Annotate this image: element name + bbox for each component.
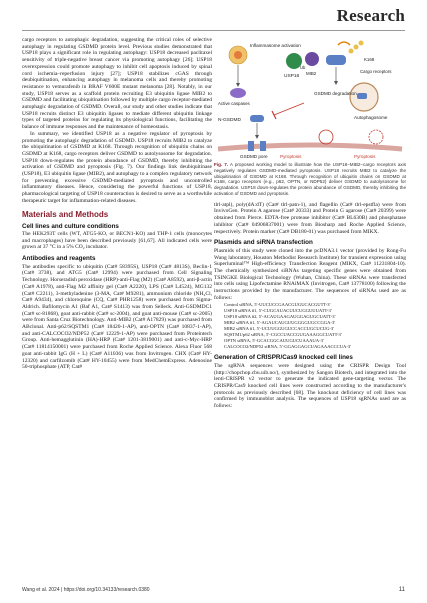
sirna-item: MIB2 siRNA #1, 5′-AGAUCAUGUUGGGGUGCCGGA-3′	[224, 320, 336, 326]
cell-membrane	[218, 145, 402, 149]
plasmids-text: Plasmids of this study were cloned into the pcDNA3.1 vector (provided by Rong-Fu Wang laboratory, Houston Methodist Research Institute) for transient expression using Superluminal™ High-efficiency Transfection Reagent (MIKX, Cat# 11231804-10). The chemically synthesized siRNAs targeting specific genes were obtained from TSINGKE Biological Technology (Wuhan, China). These siRNAs were transfected into cells using Lipofectamine RNAiMAX (Invitrogen, Cat# 13778100) following the instructions provided by the manufacturer. The sequences of siRNAs used are as follows:	[214, 247, 406, 301]
header-divider	[22, 30, 405, 31]
label-cargo-receptors: Cargo receptors	[360, 69, 392, 74]
right-column	[214, 37, 406, 410]
label-gsdmd-degradation: GSDMD degradation	[314, 91, 357, 96]
label-pyroptosis-1: Pyroptosis	[280, 154, 302, 159]
subsection-title-antibodies: Antibodies and reagents	[22, 255, 96, 263]
sirna-item: OPTN siRNA, 5′-GCACGGCAUUGUCUAAAUA-3′	[224, 338, 324, 344]
reagents-continued-text: tlrl-atpl), poly(dA:dT) (Cat# tlrl-patn-1), and flagellin (Cat# tlrl-epstfla) were from InvivoGen. Protein A agarose (Cat# 20333) and Protein G agarose (Cat# 20399) were obtained from Pierce. EDTA-free protease inhibitor (Cat# BL630B) and phosphatase inhibitor (Cat# 04906837001) were from Biosharp and Roche Applied Science, respectively. Protein marker (Cat# DB180-01) was purchased from MIKX.	[214, 201, 406, 235]
sirna-item: SQSTM1/p62 siRNA, 5′-CGCCUACCGUGAAAGGCUATT-3′	[224, 332, 342, 338]
mib2-icon	[305, 52, 319, 66]
label-gsdmd-pore: GSDMD pore	[240, 154, 268, 159]
label-inflammasome: Inflammasome activation	[250, 43, 301, 48]
subsection-title-plasmids: Plasmids and siRNA transfection	[214, 239, 313, 247]
subsection-title-cell-lines: Cell lines and culture conditions	[22, 222, 119, 230]
n-gsdmd-icon	[250, 115, 264, 122]
pore-wall-icon	[260, 141, 266, 151]
sirna-item: MIB2 siRNA #1, 5′-UCUUGGUGUCCACCUGCUCUG-3′	[224, 326, 335, 332]
sirna-item: USP18 siRNA #1, 5′-CUGCAUACUUCUGGUUUATT-3′	[224, 308, 332, 314]
label-usp18: USP18	[284, 74, 300, 79]
pyroptotic-cell-icon	[319, 130, 333, 144]
inflammasome-core-icon	[234, 51, 242, 59]
arrowhead-pore-icon	[255, 135, 259, 139]
crispr-text: The sgRNA sequences were designed using the CRISPR Design Tool (http://chopchop.cbu.uib.no/), synthesized by Sangon Biotech, and integrated into the lenti-CRISPR v2 vector to generate the indicated gene-targeting vector. The CRISPR/Cas9 knocked cell lines were constructed according to the manufacturer's protocols as previously described [68]. The knockout deficiency of cell lines was confirmed by immunoblot analysis. The sequences of USP18 sgRNAs used are as follows:	[214, 362, 406, 410]
discussion-paragraph-1: cargo receptors to autophagic degradation, suggesting the critical roles of selective autophagy in regulating GSDMD protein level. Previous studies demonstrated that USP18 plays a significant role in regulating autophagy: USP18 decreased paclitaxel sensitivity of triple-negative breast cancer via promoting autophagy [26]; USP18 overexpression could promote autophagy to inhibit cell apoptosis induced by spinal cord ischemia–reperfusion injury [27]; USP18 stabilizes cGAS through deubiquitination, enhancing autophagy in melanoma cells and thereby promoting resistance to vemurafenib in BRAF V600E mutant melanoma [28]. Notably, in our study, USP18 serves as a scaffold protein recruiting E3 ubiquitin ligase MIB2 to GSDMD and facilitating ubiquitination followed by multiple cargo receptor-mediated autophagic degradation of GSDMD. Overall, our study and other studies indicate that USP18 recruits distinct E3 ubiquitin ligases to mediate different ubiquitin linkage types of targeted proteins for regulating its physiological functions, facilitating the balance of immune responses and the maintenance of homeostasis.	[22, 37, 212, 131]
pore-wall-icon	[248, 141, 254, 151]
gsdmd-protein-icon	[326, 55, 346, 65]
ubiquitin-icon	[359, 41, 364, 46]
label-mib2: MIB2	[306, 71, 317, 76]
journal-title: Research	[336, 6, 405, 25]
caption-text: A proposed working model to illustrate how the USP18–MIB2–cargo receptors axis negatively regulates GSDMD-mediated pyroptosis. USP18 recruits MIB2 to catalyze the ubiquitination of GSDMD at K168. Through recognition of ubiquitin chains on GSDMD at K168, cargo receptors (e.g., p62, OPTN, or NDP52) deliver GSDMD to autolysosome for degradation. USP18 down-regulates the protein abundance of GSDMD, thereby inhibiting the activation of GSDMD and pyroptosis.	[214, 162, 406, 196]
page-number: 11	[398, 587, 405, 593]
cell-lines-text: The HEK293T cells (WT, ATG5-KO, or BECN1-KO) and THP-1 cells (monocytes and macrophages) have been described previously [61,67]. All indicated cells were grown at 37 °C in a 5% CO₂ incubator.	[22, 231, 212, 251]
sirna-sequence-list	[224, 302, 406, 350]
section-title-methods: Materials and Methods	[22, 209, 109, 219]
caption-label: Fig. 7.	[214, 162, 229, 167]
figure-caption	[214, 162, 406, 197]
caspase-icon	[230, 88, 246, 98]
left-column	[22, 37, 212, 371]
arrowhead-caspases-icon	[236, 83, 240, 87]
label-active-caspases: Active caspases	[218, 101, 250, 106]
sirna-item: CALCOCO2/NDP52 siRNA, 5′-GGAGGAGCUAGAAACCCUA-3′	[224, 344, 352, 350]
summary-paragraph: In summary, we identified USP18 as a negative regulator of pyroptosis by promoting the autophagic degradation of GSDMD. USP18 recruits MIB2 to catalyze the ubiquitination of GSDMD at K168. Through recognition of ubiquitin chains on GSDMD at K168, cargo receptors deliver GSDMD to autolysosome for degradation. USP18 down-regulates the protein abundance of GSDMD, thereby inhibiting the activation of GSDMD and pyroptosis (Fig. 7). Our findings link deubiquitinase (USP18), E3 ubiquitin ligase (MIB2), and autophagy to a complex regulatory network for preventing excessive GSDMD-mediated pyroptosis and uncontrolled inflammatory diseases. Hence, considering the powerful functions of USP18, pharmacological targeting of USP18 counteraction is desired to serve as a worthwhile therapeutic target for inflammation-related diseases.	[22, 130, 212, 204]
label-n-gsdmd: N-GSDMD	[218, 118, 241, 123]
ubiquitin-icon	[349, 49, 354, 54]
pyroptosis-model-svg	[214, 37, 406, 159]
label-pyroptosis-2: Pyroptosis	[354, 154, 376, 159]
inhibition-bar-icon	[272, 111, 276, 119]
label-k168: K168	[364, 57, 375, 62]
figure-7-diagram	[214, 37, 406, 159]
label-ub: Ub	[300, 65, 306, 70]
gsdmd-cargo-icon	[357, 93, 367, 99]
inhibition-line	[274, 103, 304, 115]
sirna-item: USP18 siRNA #2, 5′-ACAUGAAGAUGGAGUGCUATT-3′	[224, 314, 336, 320]
page-footer	[22, 587, 405, 597]
cargo-receptor-icon	[338, 42, 350, 45]
page-header	[0, 0, 427, 30]
subsection-title-crispr: Generation of CRISPR/Cas9 knocked cell lines	[214, 354, 353, 362]
sirna-item: Control siRNA, 5′-UUCUCCGAACGUGUCACGUTT-3′	[224, 302, 331, 308]
footer-citation[interactable]: Wang et al. 2024 | https://doi.org/10.34133/research.0380	[22, 587, 150, 593]
arrowhead-autophagosome-icon	[334, 81, 338, 85]
label-autophagosome: Autophagosome	[354, 115, 388, 120]
antibodies-text: The antibodies specific to ubiquitin (Cat# 58395S), USP18 (Cat# 4813S), Beclin-1 (Cat# 3738), and ATG5 (Cat# 12994) were purchased from Cell Signaling Technology. Horseradish peroxidase (HRP)-anti-Flag (M2) (Cat# A8592), anti-β-actin (Cat# A1978), anti-Flag M2 affinity gel (Cat# A2220), LPS (Cat# L4524), MG132 (Cat# C2211), 3-methyladenine (3-MA, Cat# M9281), ammonium chloride (NH₄Cl, Cat# A9434), and chloroquine (CQ, Cat# PHR1258) were purchased from Sigma-Aldrich. Bafilomycin A1 (Baf A1, Cat# S1413) was from Selleck. Anti-GSDMDC1 (Cat# sc-81868), goat anti-rabbit (Cat# sc-2004), and goat anti-mouse (Cat# sc-2005) were from Santa Cruz Biotechnology. Anti-MIB2 (Cat# A17829) was purchased from ABclonal. Anti-p62/SQSTM1 (Cat# 18420-1-AP), anti-OPTN (Cat# 10837-1-AP), and anti-CALCOCO2/NDP52 (Cat# 12229-1-AP) were purchased from Proteintech Group. Anti-hemagglutinin (HA)-HRP (Cat# 1201-3819001) and anti-c-Myc-HRP (Cat# 11814150001) were purchased from Roche Applied Science. Alexa Fluor 568 goat anti-rabbit IgG (H + L) (Cat# A11036) was from Invitrogen. CHX (Cat# HY-12320) and carfilzomib (Cat# HY-10455) were from MedChemExpress. Adenosine 50-triphosphate (ATP, Cat#	[22, 263, 212, 371]
ubiquitin-icon	[354, 45, 359, 50]
pyroptotic-cell-icon	[369, 130, 383, 144]
